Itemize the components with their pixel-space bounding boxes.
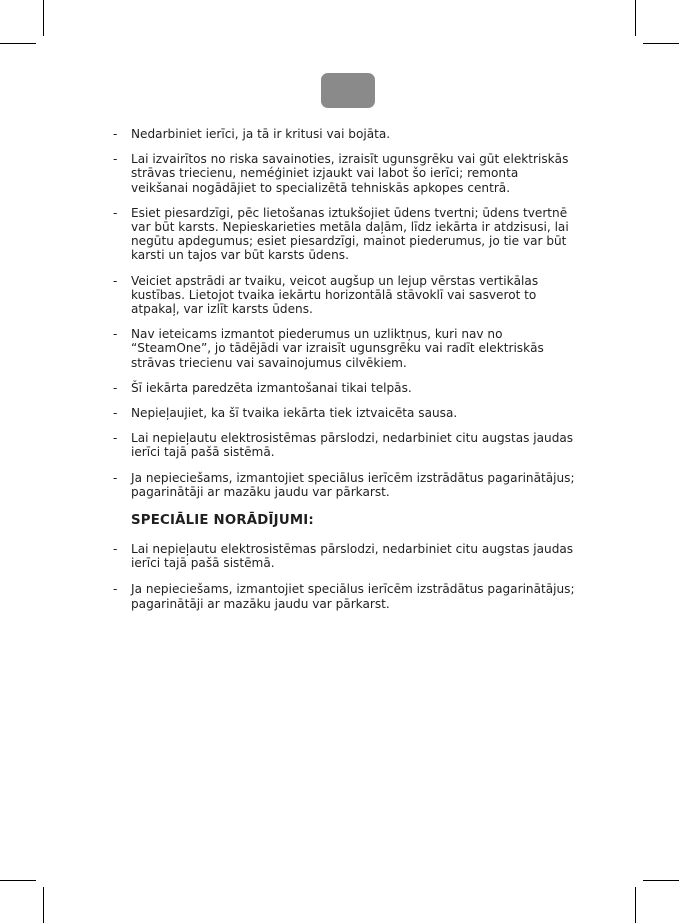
list-item-text: Nav ieteicams izmantot piederumus un uzliktņus, kuri nav no “SteamOne”, jo tādējādi var izraisīt ugunsgrēku vai radīt elektriskās strāvas triecienu vai savainojumus cilvēkiem. <box>131 327 544 370</box>
crop-mark <box>43 887 44 923</box>
bullet-dash: - <box>113 327 118 342</box>
list-item <box>113 381 578 395</box>
bullet-dash: - <box>113 431 118 446</box>
list-item-text: Lai izvairītos no riska savainoties, izraisīt ugunsgrēku vai gūt elektriskās strāvas triecienu, neméģiniet izjaukt vai labot šo ierīci; remonta veikšanai nogādājiet to specializētā tehniskās apkopes centrā. <box>131 152 569 195</box>
section-heading: SPECIĀLIE NORĀDĪJUMI: <box>131 513 314 529</box>
list-item-text: Veiciet apstrādi ar tvaiku, veicot augšup un lejup vērstas vertikālas kustības. Lietojot tvaika iekārtu horizontālā stāvoklī vai sasverot to atpakaļ, var izlīt karsts ūdens. <box>131 273 539 317</box>
list-item <box>113 127 578 141</box>
crop-mark <box>0 880 36 881</box>
section-tab <box>321 73 375 108</box>
bullet-dash: - <box>113 205 118 220</box>
list-item <box>113 206 578 263</box>
bullet-dash: - <box>113 470 118 485</box>
crop-mark <box>0 43 36 44</box>
crop-mark <box>643 880 679 881</box>
safety-instructions <box>113 127 578 611</box>
list-item-text: Lai nepieļautu elektrosistēmas pārslodzi, nedarbiniet citu augstas jaudas ierīci tajā pašā sistēmā. <box>131 431 574 460</box>
crop-mark <box>635 0 636 36</box>
list-item-text: Nedarbiniet ierīci, ja tā ir kritusi vai bojāta. <box>131 127 391 141</box>
bullet-dash: - <box>113 582 118 597</box>
crop-mark <box>43 0 44 36</box>
list-item <box>113 152 578 195</box>
list-item-text: Esiet piesardzīgi, pēc lietošanas iztukšojiet ūdens tvertni; ūdens tvertnē var būt karsts. Nepieskarieties metāla daļām, līdz iekārta ir atdzisusi, lai negūtu apdegumus; esiet piesardzīgi, mainot piederumus, jo tie var būt karsti un tajos var būt karsts ūdens. <box>131 205 569 263</box>
list-item <box>113 582 578 610</box>
crop-mark <box>635 887 636 923</box>
list-item-text: Lai nepieļautu elektrosistēmas pārslodzi, nedarbiniet citu augstas jaudas ierīci tajā pašā sistēmā. <box>131 542 574 571</box>
bullet-dash: - <box>113 273 118 288</box>
list-item-text: Nepieļaujiet, ka šī tvaika iekārta tiek iztvaicēta sausa. <box>131 406 458 421</box>
list-item <box>113 327 578 370</box>
list-item-text: Ja nepieciešams, izmantojiet speciālus ierīcēm izstrādātus pagarinātājus; pagarinātāji ar mazāku jaudu var pārkarst. <box>131 582 575 611</box>
list-item <box>113 406 578 420</box>
list-item-text: Ja nepieciešams, izmantojiet speciālus ierīcēm izstrādātus pagarinātājus; pagarinātāji ar mazāku jaudu var pārkarst. <box>131 470 575 499</box>
list-item <box>113 471 578 499</box>
bullet-dash: - <box>113 127 118 141</box>
bullet-dash: - <box>113 380 118 395</box>
bullet-dash: - <box>113 152 118 167</box>
list-item <box>113 542 578 570</box>
list-item-text: Šī iekārta paredzēta izmantošanai tikai telpās. <box>131 380 412 395</box>
list-item <box>113 274 578 317</box>
crop-mark <box>643 43 679 44</box>
bullet-dash: - <box>113 542 118 557</box>
bullet-dash: - <box>113 406 118 421</box>
list-item <box>113 431 578 459</box>
